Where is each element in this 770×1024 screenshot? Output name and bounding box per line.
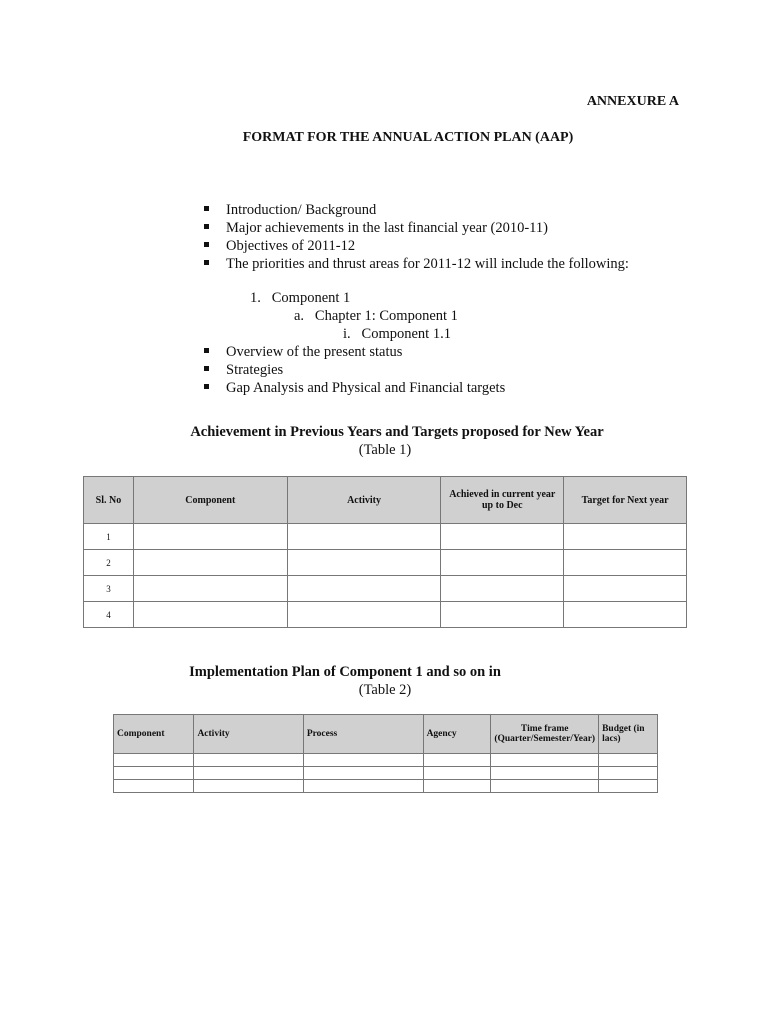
column-header: Activity (287, 477, 441, 524)
lettered-item: a. Chapter 1: Component 1 (294, 308, 458, 324)
document-title: FORMAT FOR THE ANNUAL ACTION PLAN (AAP) (242, 130, 574, 145)
column-header: Agency (423, 715, 491, 754)
table-row: 2 (84, 550, 687, 576)
bullet-square-icon (204, 384, 209, 389)
table2-subtitle: (Table 2) (358, 682, 412, 698)
column-header: Activity (194, 715, 303, 754)
list-item: Overview of the present status (204, 343, 505, 361)
bullet-square-icon (204, 206, 209, 211)
table-row: 4 (84, 602, 687, 628)
column-header: Achieved in current year up to Dec (441, 477, 564, 524)
annexure-label: ANNEXURE A (586, 94, 679, 109)
bullet-square-icon (204, 366, 209, 371)
bullet-square-icon (204, 224, 209, 229)
list-item: Strategies (204, 361, 505, 379)
column-header: Process (303, 715, 423, 754)
table2-title: Implementation Plan of Component 1 and so on in (189, 664, 501, 680)
list-item: The priorities and thrust areas for 2011-12 will include the following: (204, 255, 629, 273)
numbered-item: 1. Component 1 (250, 290, 351, 306)
table-row: 3 (84, 576, 687, 602)
column-header: Time frame (Quarter/Semester/Year) (491, 715, 599, 754)
achievement-table (83, 476, 687, 628)
table1-subtitle: (Table 1) (358, 442, 412, 458)
table1-title: Achievement in Previous Years and Targets proposed for New Year (190, 424, 604, 440)
list-item: Gap Analysis and Physical and Financial targets (204, 379, 505, 397)
table-row: 1 (84, 524, 687, 550)
column-header: Component (114, 715, 194, 754)
list-item: Introduction/ Background (204, 201, 629, 219)
bullet-square-icon (204, 242, 209, 247)
roman-item: i. Component 1.1 (343, 326, 451, 342)
bullet-square-icon (204, 348, 209, 353)
table-row (114, 780, 658, 793)
column-header: Component (133, 477, 287, 524)
column-header: Budget (in lacs) (599, 715, 658, 754)
bullet-list-top (204, 201, 629, 273)
table-row (114, 767, 658, 780)
implementation-table (113, 714, 658, 793)
column-header: Sl. No (84, 477, 134, 524)
list-item: Objectives of 2011-12 (204, 237, 629, 255)
table-row (114, 754, 658, 767)
bullet-square-icon (204, 260, 209, 265)
bullet-list-bottom (204, 343, 505, 397)
list-item: Major achievements in the last financial year (2010-11) (204, 219, 629, 237)
column-header: Target for Next year (564, 477, 687, 524)
